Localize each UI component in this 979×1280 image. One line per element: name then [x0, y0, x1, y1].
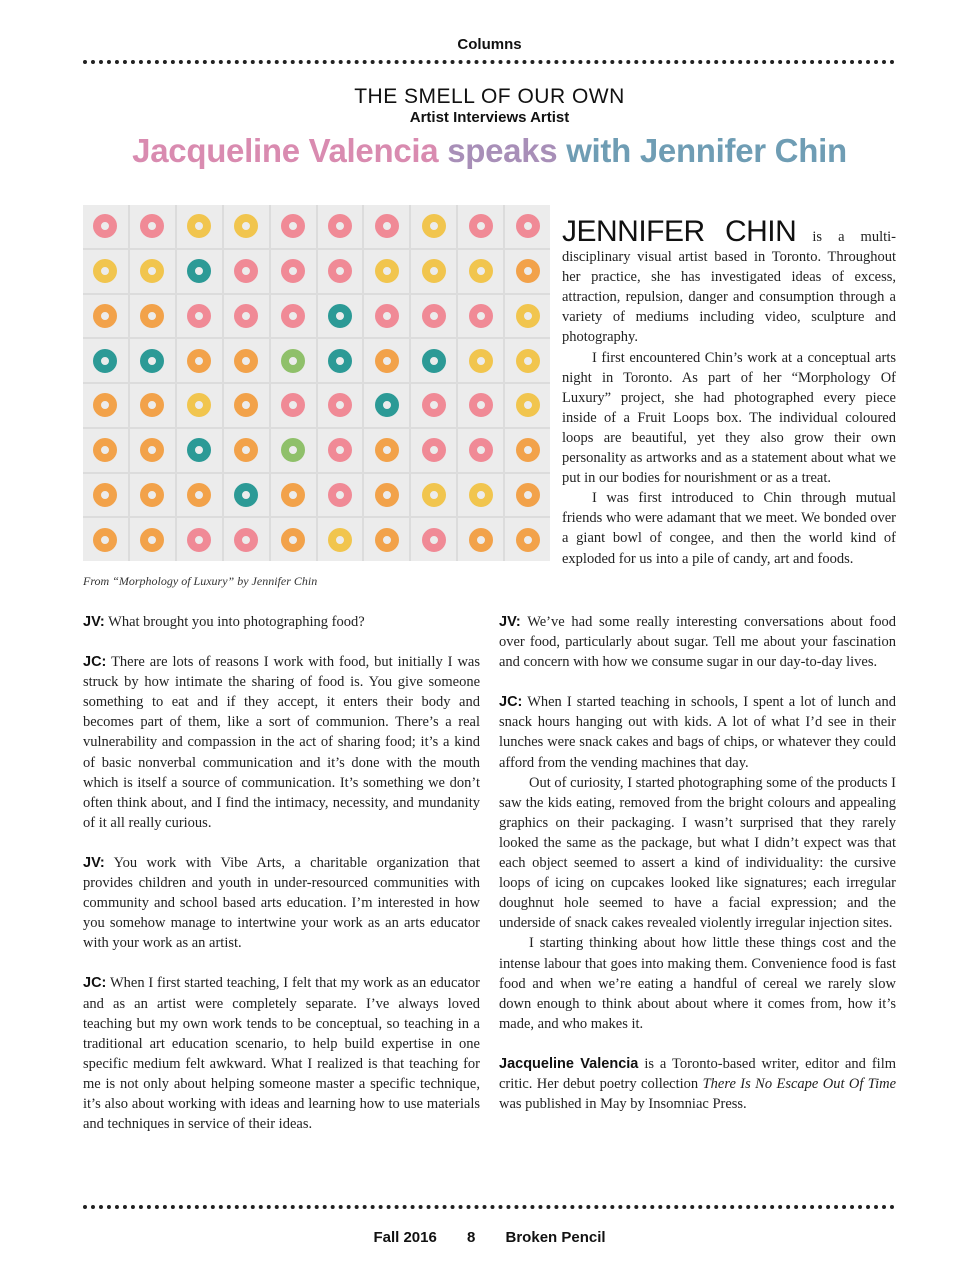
photo-cell [130, 429, 175, 472]
cereal-loop [93, 438, 117, 462]
cereal-loop [375, 438, 399, 462]
photo-cell [458, 295, 503, 338]
speaker-label: JV: [83, 854, 105, 871]
cereal-loop [281, 528, 305, 552]
section-label: Columns [457, 36, 522, 53]
article-headline [0, 132, 979, 170]
cereal-loop [375, 349, 399, 373]
photo-cell [318, 474, 363, 517]
cereal-loop [140, 393, 164, 417]
photo-cell [505, 384, 550, 427]
photo-cell [411, 205, 456, 248]
cereal-loop [516, 259, 540, 283]
photo-cell [318, 339, 363, 382]
photo-cell [411, 429, 456, 472]
bio-book-title: There Is No Escape Out Of Time [702, 1075, 897, 1092]
question-1 [83, 612, 480, 632]
cereal-loop [140, 259, 164, 283]
photo-cell [271, 384, 316, 427]
photo-cell [364, 384, 409, 427]
cereal-loop [140, 438, 164, 462]
page-footer [0, 1229, 979, 1246]
photo-cell [271, 429, 316, 472]
photo-cell [271, 250, 316, 293]
cereal-loop [516, 349, 540, 373]
cereal-loop [140, 214, 164, 238]
cereal-loop [187, 304, 211, 328]
photo-cell [224, 339, 269, 382]
cereal-loop [187, 214, 211, 238]
cereal-loop [328, 438, 352, 462]
photo-cell [130, 250, 175, 293]
cereal-loop [187, 438, 211, 462]
cereal-loop [234, 304, 258, 328]
photo-cell [505, 474, 550, 517]
photo-cell [318, 384, 363, 427]
cereal-loop [93, 349, 117, 373]
speaker-label: JV: [499, 614, 521, 630]
cereal-loop [375, 304, 399, 328]
photo-cell [271, 295, 316, 338]
cereal-loop [516, 528, 540, 552]
photo-cell [177, 339, 222, 382]
photo-cell [505, 339, 550, 382]
article-kicker: THE SMELL OF OUR OWN [354, 85, 625, 108]
bio-text: is a Toronto-based writer, editor and film critic. Her debut poetry collection [499, 1055, 896, 1092]
question-2 [83, 853, 480, 953]
intro-paragraph-2: I first encountered Chin’s work at a conceptual arts night in Toronto. As part of her “Morphology Of Luxury” project, she had photographed every piece inside of a Fruit Loops box. The individual coloured loops are beautiful, yet they also grow their own personality as artworks and as a statement about what we put in our bodies for nourishment or as a treat. [562, 349, 896, 487]
cereal-loop [375, 214, 399, 238]
headline-subject: with Jennifer Chin [566, 132, 847, 169]
photo-cell [177, 474, 222, 517]
photo-cell [224, 429, 269, 472]
photo-cell [458, 339, 503, 382]
cereal-loop [516, 393, 540, 417]
cereal-loop [187, 349, 211, 373]
photo-cell [458, 474, 503, 517]
photo-cell [411, 474, 456, 517]
cereal-loop [93, 259, 117, 283]
answer-1 [83, 652, 480, 833]
cereal-loop [187, 483, 211, 507]
speaker-label: JC: [83, 654, 107, 671]
photo-cell [458, 205, 503, 248]
cereal-loop [422, 259, 446, 283]
photo-cell [83, 205, 128, 248]
cereal-loop [281, 214, 305, 238]
cereal-loop [469, 259, 493, 283]
photo-cell [458, 384, 503, 427]
photo-cell [130, 205, 175, 248]
photo-cell [177, 205, 222, 248]
photo-cell [411, 518, 456, 561]
cereal-loop [93, 393, 117, 417]
speaker-label: JC: [83, 975, 107, 992]
photo-cell [130, 518, 175, 561]
answer-2-text: When I first started teaching, I felt that my work as an educator and as an artist were completely separate. I’ve always loved teaching but my own work tends to be conceptual, so teaching in a traditional art education scenario, to help build expertise in one specific medium felt awkward. What I realized is that teaching for me is not only about helping someone master a specific technique, it’s also about working with ideas and learning how to use materials and techniques in service of their ideas. [83, 975, 480, 1133]
photo-cell [505, 518, 550, 561]
cereal-loop [93, 483, 117, 507]
photo-cell [177, 518, 222, 561]
photo-cell [318, 250, 363, 293]
left-column [83, 612, 480, 1134]
cereal-loop [234, 393, 258, 417]
cereal-loop [328, 304, 352, 328]
cereal-loop [234, 438, 258, 462]
cereal-loop [422, 528, 446, 552]
photo-cell [130, 339, 175, 382]
cereal-loop [375, 528, 399, 552]
photo-cell [458, 518, 503, 561]
cereal-loop [469, 438, 493, 462]
footer-magazine: Broken Pencil [505, 1229, 606, 1246]
cereal-loop [328, 393, 352, 417]
cereal-loop [281, 259, 305, 283]
cereal-loop [328, 349, 352, 373]
cereal-loop [140, 304, 164, 328]
cereal-loop [234, 349, 258, 373]
answer-3 [499, 692, 896, 772]
cereal-loop [422, 349, 446, 373]
cereal-loop [422, 438, 446, 462]
photo-cell [364, 339, 409, 382]
cereal-loop [469, 393, 493, 417]
photo-cell [364, 474, 409, 517]
headline-verb: speaks [447, 132, 558, 169]
photo-cell [318, 518, 363, 561]
photo-cell [83, 250, 128, 293]
intro-p1-text: is a multi-disciplinary visual artist based in Toronto. Throughout her practice, she has investigated ideas of excess, attraction, repulsion, danger and consumption through a variety of mediums including video, sculpture and photography. [562, 229, 897, 346]
cereal-loop [516, 214, 540, 238]
photo-cell [177, 384, 222, 427]
photo-cell [271, 339, 316, 382]
photo-cell [130, 474, 175, 517]
photo-cell [411, 295, 456, 338]
author-bio [499, 1054, 896, 1114]
question-1-text: What brought you into photographing food? [108, 614, 365, 630]
photo-cell [224, 250, 269, 293]
cereal-loop [140, 349, 164, 373]
bottom-dotted-divider [83, 1205, 895, 1209]
footer-page-number: 8 [467, 1229, 476, 1246]
cereal-loop [281, 438, 305, 462]
top-dotted-divider [83, 60, 895, 64]
answer-3-paragraph-2: Out of curiosity, I started photographing some of the products I saw the kids eating, removed from the bright colours and appealing graphics on their packaging. I wasn’t surprised that they rarely looked the same as the package, but what I didn’t expect was that each object seemed to assert a kind of individuality: the cursive loops of icing on cupcakes looked like signatures; each irregular doughnut hole seemed to have a facial expression; and the underside of snack cakes revealed violently irregular injection sites. [499, 774, 896, 932]
cereal-loop [234, 528, 258, 552]
cereal-loop [281, 349, 305, 373]
cereal-loop [234, 214, 258, 238]
photo-cell [224, 205, 269, 248]
photo-cell [83, 339, 128, 382]
photo-cell [271, 518, 316, 561]
cereal-loop [281, 483, 305, 507]
photo-cell [364, 518, 409, 561]
cereal-loop [281, 393, 305, 417]
cereal-loop [422, 483, 446, 507]
cereal-loop [234, 259, 258, 283]
bio-author-name: Jacqueline Valencia [499, 1055, 639, 1072]
right-column [499, 612, 896, 1114]
photo-cell [224, 474, 269, 517]
intro-artist-name: JENNIFER CHIN [562, 215, 797, 248]
cereal-loop [187, 393, 211, 417]
photo-cell [83, 295, 128, 338]
cereal-loop [187, 528, 211, 552]
cereal-loop [469, 214, 493, 238]
answer-3-text: When I started teaching in schools, I spent a lot of lunch and snack hours hanging out with kids. A lot of what I’d see in their lunches were snack cakes and bags of chips, or whatever they could afford from the vending machines that day. [499, 694, 896, 771]
cereal-loop [140, 483, 164, 507]
cereal-loop [281, 304, 305, 328]
intro-paragraph-1 [562, 215, 897, 348]
cereal-loop [234, 483, 258, 507]
photo-cell [364, 205, 409, 248]
cereal-loop [469, 528, 493, 552]
photo-cell [83, 518, 128, 561]
article-subkicker: Artist Interviews Artist [409, 109, 570, 126]
photo-cell [83, 429, 128, 472]
cereal-loop [422, 393, 446, 417]
bio-text-end: was published in May by Insomniac Press. [499, 1096, 747, 1113]
figure-caption: From “Morphology of Luxury” by Jennifer Chin [83, 574, 318, 588]
speaker-label: JC: [499, 694, 523, 711]
photo-cell [411, 250, 456, 293]
photo-cell [411, 339, 456, 382]
cereal-loop [469, 349, 493, 373]
question-3 [499, 612, 896, 672]
answer-1-text: There are lots of reasons I work with food, but initially I was struck by how intimate the sharing of food is. You give someone something to eat and if they accept, it enters their body and becomes part of them, like a sort of communion. There’s a real vulnerability and compassion in the act of sharing food; it’s a kind of basic nonverbal communication and it’s done with the mouth which is itself a source of communication. It’s something we don’t often think about, and I find the intimacy, necessity, and mundanity of it all really curious. [83, 654, 480, 831]
cereal-loop [187, 259, 211, 283]
cereal-loop [93, 214, 117, 238]
photo-cell [83, 384, 128, 427]
photo-cell [130, 295, 175, 338]
cereal-loop [328, 214, 352, 238]
cereal-loop [516, 438, 540, 462]
photo-cell [505, 429, 550, 472]
question-2-text: You work with Vibe Arts, a charitable organization that provides children and youth in under-resourced communities with community and school based arts education. I’m interested in how you somehow manage to intertwine your work as an arts educator with your work as an artist. [83, 854, 480, 952]
photo-cell [458, 429, 503, 472]
photo-cell [177, 295, 222, 338]
cereal-loop [375, 483, 399, 507]
answer-3-paragraph-3: I starting thinking about how little these things cost and the intense labour that goes into making them. Convenience food is fast food and when we’re eating a handful of cereal we rarely slow down enough to think about about where it comes from, how it’s made, and who makes it. [499, 935, 896, 1032]
cereal-loop [469, 483, 493, 507]
photo-cell [318, 205, 363, 248]
question-3-text: We’ve had some really interesting conversations about food over food, particularly about sugar. Tell me about your fascination and concern with how we consume sugar in our day-to-day lives. [499, 614, 896, 671]
photo-cell [83, 474, 128, 517]
photo-cell [505, 250, 550, 293]
photo-cell [505, 205, 550, 248]
photo-cell [318, 429, 363, 472]
cereal-loop [516, 304, 540, 328]
cereal-loop [328, 259, 352, 283]
photo-cell [177, 250, 222, 293]
cereal-loop [328, 483, 352, 507]
intro-text [562, 215, 897, 569]
photo-cell [364, 295, 409, 338]
speaker-label: JV: [83, 614, 105, 630]
footer-issue: Fall 2016 [373, 1229, 437, 1246]
cereal-loop [516, 483, 540, 507]
cereal-loop [93, 304, 117, 328]
photo-cell [364, 250, 409, 293]
cereal-loop [140, 528, 164, 552]
photo-cell [224, 384, 269, 427]
cereal-loop [422, 214, 446, 238]
photo-cell [224, 518, 269, 561]
photo-cell [364, 429, 409, 472]
headline-interviewer: Jacqueline Valencia [132, 132, 439, 169]
intro-paragraph-3: I was first introduced to Chin through mutual friends who were adamant that we meet. We bonded over a giant bowl of congee, and then the world kind of exploded for us into a pile of candy, art and foods. [562, 490, 896, 567]
photo-cell [271, 205, 316, 248]
photo-cell [458, 250, 503, 293]
answer-2 [83, 973, 480, 1134]
cereal-loop [375, 259, 399, 283]
cereal-loop [93, 528, 117, 552]
fruit-loops-photo-grid [83, 205, 550, 561]
photo-cell [505, 295, 550, 338]
photo-cell [271, 474, 316, 517]
photo-cell [130, 384, 175, 427]
photo-cell [177, 429, 222, 472]
photo-cell [224, 295, 269, 338]
photo-cell [411, 384, 456, 427]
cereal-loop [375, 393, 399, 417]
cereal-loop [469, 304, 493, 328]
photo-cell [318, 295, 363, 338]
cereal-loop [422, 304, 446, 328]
cereal-loop [328, 528, 352, 552]
